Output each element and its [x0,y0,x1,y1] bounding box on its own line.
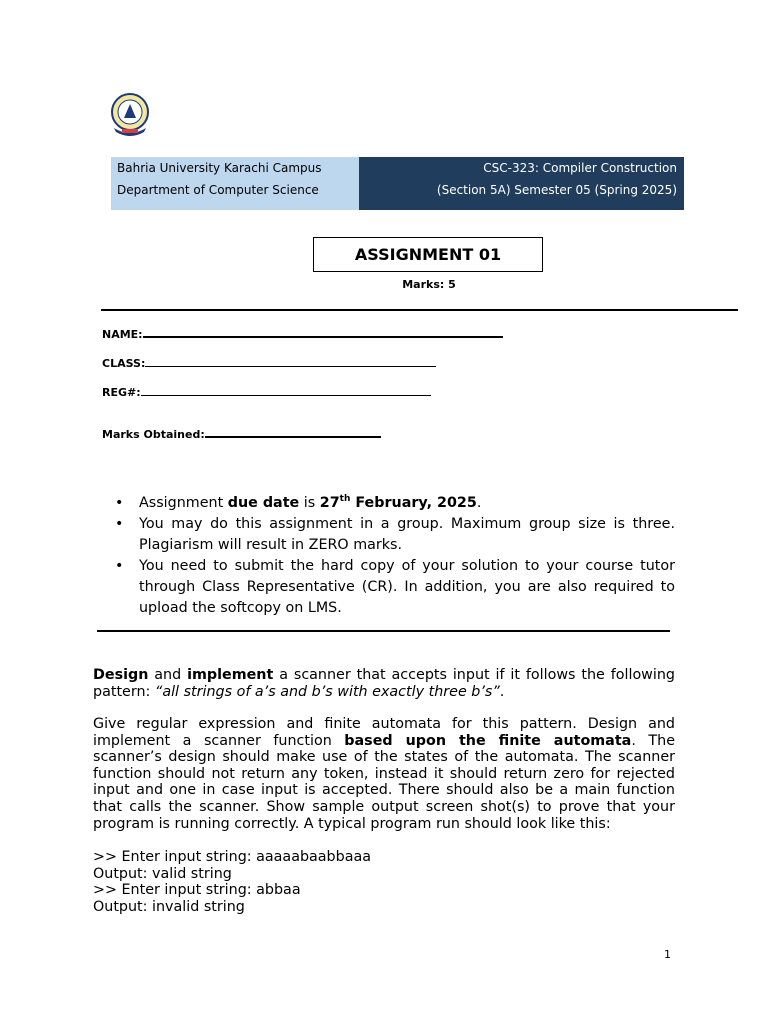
marks-obtained-field [102,427,381,441]
instructions-list [115,493,675,619]
bullet-icon: • [115,495,124,511]
class-field [102,357,436,370]
campus-name: Bahria University Karachi Campus [117,161,322,175]
total-marks: Marks: 5 [402,278,456,291]
console-line: >> Enter input string: abbaa [93,882,301,899]
task-details: Give regular expression and finite automata for this pattern. Design and implement a scanner function based upon the finite automata. The scanner’s design should make use of the states of the automata. The scanner function should not return any token, instead it should return zero for rejected input and one in case input is accepted. There should also be a main function that calls the scanner. Show sample output screen shot(s) to prove that your program is running correctly. A typical program run should look like this: [93,716,675,832]
console-line: >> Enter input string: aaaaabaabbaaa [93,849,371,865]
console-line: Output: valid string [93,865,232,882]
class-label: CLASS: [102,357,146,370]
marks-obtained-label: Marks Obtained: [102,428,205,441]
name-field [102,327,503,341]
divider-top [101,309,738,311]
list-item: • You need to submit the hard copy of your solution to your course tutor through Class Representative (CR). In addition, you are also required to upload the softcopy on LMS. [115,558,675,616]
task-description: Design and implement a scanner that accepts input if it follows the following pattern: “all strings of a’s and b’s with exactly three b’s”. [93,667,675,700]
list-item: • You may do this assignment in a group. Maximum group size is three. Plagiarism will result in ZERO marks. [115,516,675,553]
header-band [111,157,684,210]
section-semester: (Section 5A) Semester 05 (Spring 2025) [436,183,677,197]
page-number: 1 [664,948,671,961]
reg-label: REG#: [102,386,141,399]
course-title: CSC-323: Compiler Construction [483,161,677,175]
reg-field [102,386,431,399]
divider-bottom [97,630,670,632]
sample-output [93,849,371,915]
assignment-title: ASSIGNMENT 01 [313,237,543,272]
header-right [359,157,684,210]
name-label: NAME: [102,328,143,341]
department-name: Department of Computer Science [117,183,319,197]
header-left [111,157,359,210]
bullet-icon: • [115,516,124,532]
list-item: • Assignment due date is 27th February, 2025. [115,493,675,514]
console-line: Output: invalid string [93,898,245,915]
bullet-icon: • [115,558,124,574]
university-logo [108,92,152,138]
